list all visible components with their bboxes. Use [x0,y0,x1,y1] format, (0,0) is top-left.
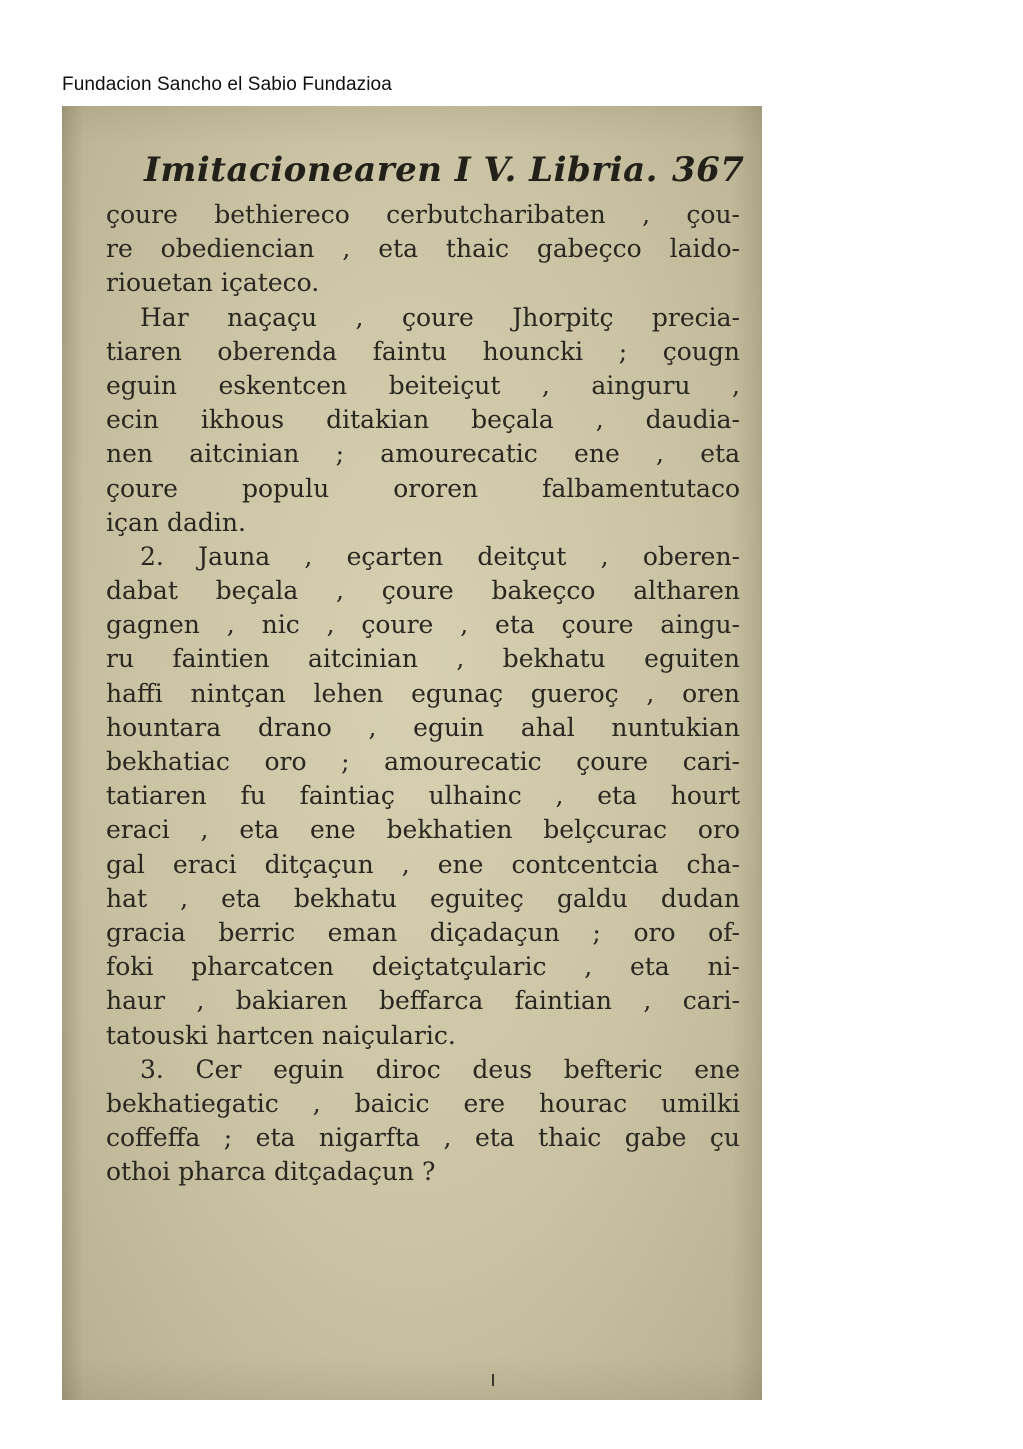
text-line: re obediencian , eta thaic gabeçco laido- [106,234,740,264]
running-head [144,150,744,190]
text-line: eguin eskentcen beiteiçut , ainguru , [106,370,740,400]
text-line: çoure populu ororen falbamentutaco [106,473,740,503]
text-line: riouetan içateco. [106,268,320,298]
text-line: tatouski hartcen naiçularic. [106,1020,456,1050]
text-line: nen aitcinian ; amourecatic ene , eta [106,439,740,469]
text-line: gal eraci ditçaçun , ene contcentcia cha- [106,849,740,879]
text-line: Har naçaçu , çoure Jhorpitç precia- [140,302,740,332]
text-line: 3. Cer eguin diroc deus befteric ene [140,1054,740,1084]
text-line: tiaren oberenda faintu houncki ; çougn [106,336,740,366]
text-line: gracia berric eman diçadaçun ; oro of- [106,917,740,947]
text-line: gagnen , nic , çoure , eta çoure aingu- [106,610,740,640]
text-line: haur , bakiaren beffarca faintian , cari- [106,986,740,1016]
text-line: dabat beçala , çoure bakeçco altharen [106,576,740,606]
text-line: ru faintien aitcinian , bekhatu eguiten [106,644,740,674]
archive-header-label: Fundacion Sancho el Sabio Fundazioa [62,74,392,95]
text-line: çoure bethiereco cerbutcharibaten , çou- [106,200,740,229]
text-line: eraci , eta ene bekhatien belçcurac oro [106,815,740,845]
text-line: 2. Jauna , eçarten deitçut , oberen- [140,541,740,571]
text-line: içan dadin. [106,507,246,537]
text-line: hat , eta bekhatu eguiteç galdu dudan [106,883,740,913]
text-line: bekhatiac oro ; amourecatic çoure cari- [106,747,740,776]
page-body [106,198,740,1189]
text-line: hountara drano , eguin ahal nuntukian [106,712,740,742]
text-line: foki pharcatcen deiçtatçularic , eta ni- [106,952,740,982]
text-line: ecin ikhous ditakian beçala , daudia- [106,405,740,435]
scanned-book-page [62,106,762,1400]
text-line: coffeffa ; eta nigarfta , eta thaic gabe çu [106,1123,740,1153]
running-head-title: Imitacionearen I V. Libria. [144,150,658,190]
text-line: tatiaren fu faintiaç ulhainc , eta hourt [106,781,740,811]
text-line: bekhatiegatic , baicic ere hourac umilki [106,1088,740,1118]
signature-mark [492,1374,494,1386]
text-line: haffi nintçan lehen egunaç gueroç , oren [106,678,740,708]
text-line: othoi pharca ditçadaçun ? [106,1157,436,1187]
page-number: 367 [671,150,745,190]
